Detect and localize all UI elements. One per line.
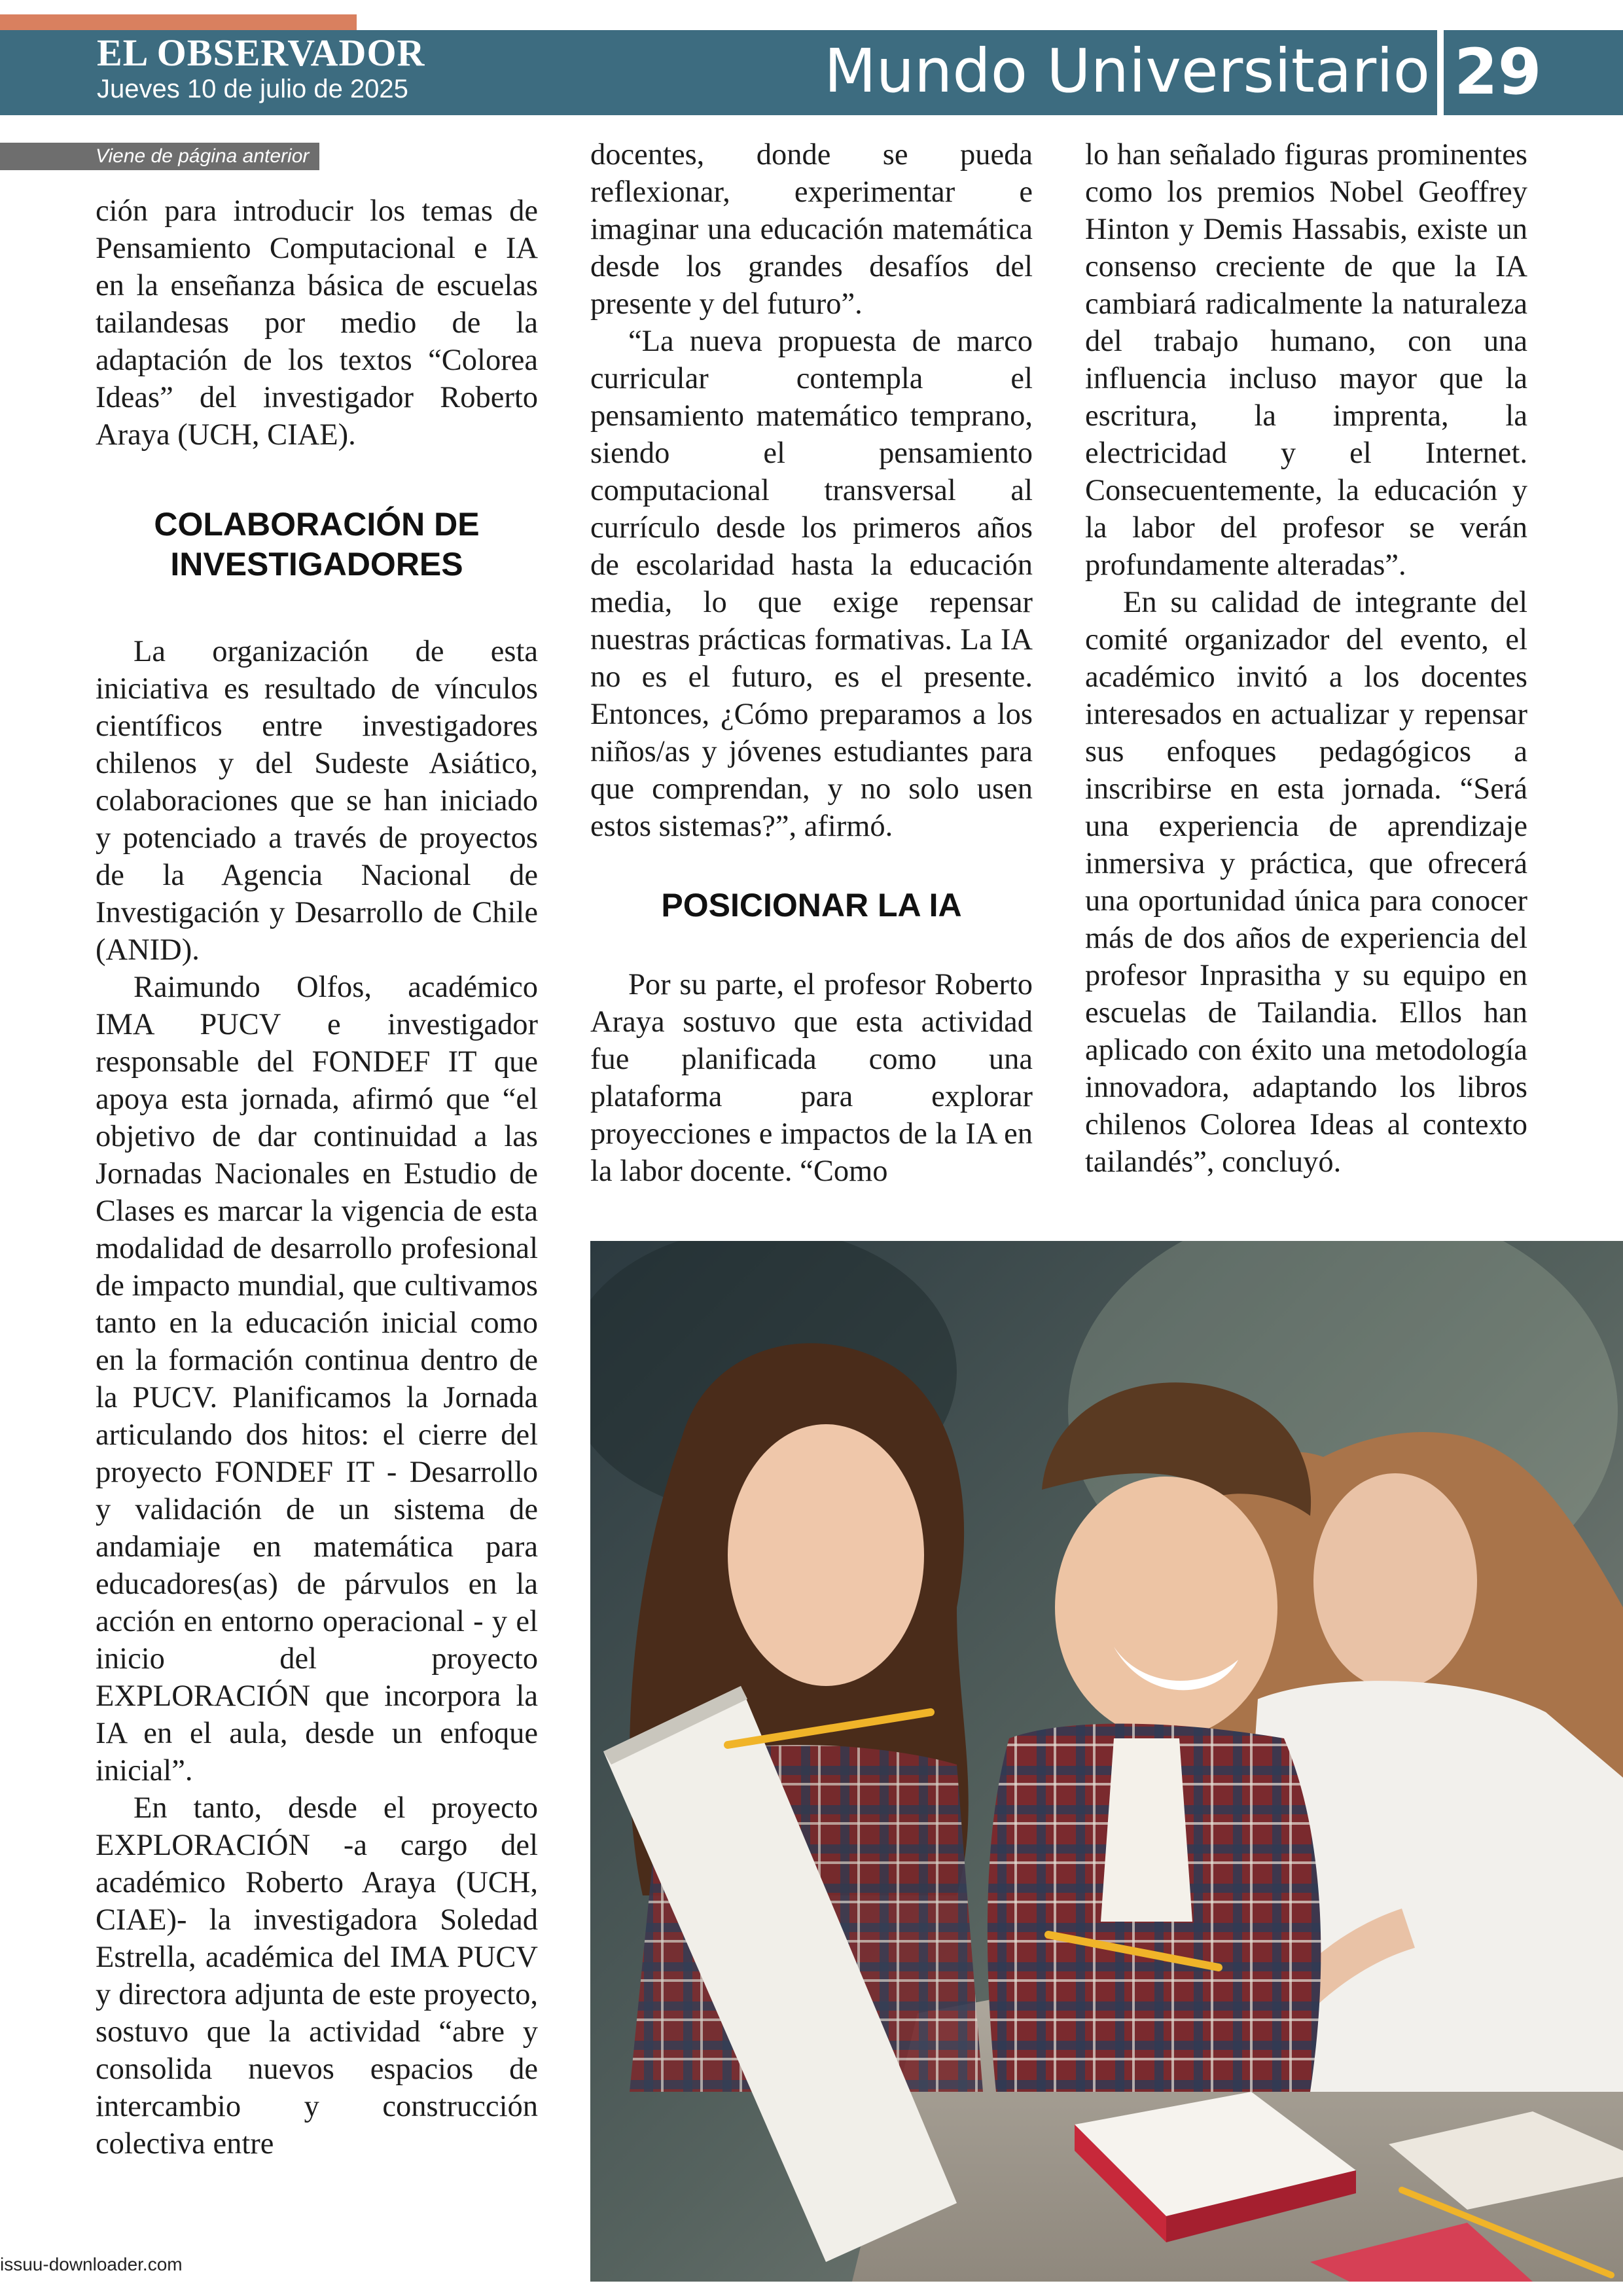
article-paragraph: Por su parte, el profesor Roberto Araya sostuvo que esta actividad fue planificada como una plataforma para explorar proyecciones e impactos de la IA en la labor docente. “Como (590, 968, 1033, 1188)
article-column-2 (590, 136, 1033, 1190)
subheading-colaboracion: COLABORACIÓN DE INVESTIGADORES (154, 506, 480, 583)
subheading-posicionar: POSICIONAR LA IA (661, 887, 962, 924)
continued-label: Viene de página anterior (0, 143, 319, 170)
article-paragraph: En su calidad de integrante del comité organizador del evento, el académico invitó a los docentes interesados en actualizar y repensar sus enfoques pedagógicos a inscribirse en esta jornada. “Será una experiencia de aprendizaje inmersiva y práctica, que ofrecerá una oportunidad única para conocer más de dos años de experiencia del profesor Inprasitha y su equipo en escuelas de Tailandia. Ellos han aplicado con éxito una metodología innovadora, adaptando los libros chilenos Colorea Ideas al contexto tailandés”, concluyó. (1085, 586, 1527, 1179)
issue-date: Jueves 10 de julio de 2025 (97, 75, 408, 103)
article-paragraph: Raimundo Olfos, académico IMA PUCV e investigador responsable del FONDEF IT que apoya esta jornada, afirmó que “el objetivo de dar continuidad a las Jornadas Nacionales en Estudio de Clases es marcar la vigencia de esta modalidad de desarrollo profesional de impacto mundial, que cultivamos tanto en la educación inicial como en la formación continua dentro de la PUCV. Planificamos la Jornada articulando dos hitos: el cierre del proyecto FONDEF IT - Desarrollo y validación de un sistema de andamiaje en matemática para educadores(as) de párvulos en la acción en entorno operacional - y el inicio del proyecto EXPLORACIÓN que incorpora la IA en el aula, desde un enfoque inicial”. (96, 971, 538, 1787)
article-paragraph: La organización de esta iniciativa es resultado de vínculos científicos entre investigadores chilenos y del Sudeste Asiático, colaboraciones que se han iniciado y potenciado a través de proyectos de la Agencia Nacional de Investigación y Desarrollo de Chile (ANID). (96, 635, 538, 967)
article-paragraph: “La nueva propuesta de marco curricular contempla el pensamiento matemático temprano, siendo el pensamiento computacional transversal al currículo desde los primeros años de escolaridad hasta la educación media, lo que exige repensar nuestras prácticas formativas. La IA no es el futuro, es el presente. Entonces, ¿Cómo preparamos a los niños/as y jóvenes estudiantes para que comprendan, y no solo usen estos sistemas?”, afirmó. (590, 325, 1033, 843)
page-number: 29 (1454, 35, 1542, 109)
article-column-3 (1085, 136, 1527, 1181)
article-paragraph: ción para introducir los temas de Pensamiento Computacional e IA en la enseñanza básica de escuelas tailandesas por medio de la adaptación de los textos “Colorea Ideas” del investigador Roberto Araya (UCH, CIAE). (96, 194, 538, 452)
students-photo (590, 1241, 1623, 2282)
page-number-divider (1437, 30, 1444, 115)
section-title: Mundo Universitario (824, 36, 1430, 106)
masthead: EL OBSERVADOR (97, 31, 425, 74)
article-column-1 (96, 192, 538, 2162)
article-paragraph: En tanto, desde el proyecto EXPLORACIÓN -a cargo del académico Roberto Araya (UCH, CIAE)- la investigadora Soledad Estrella, académica del IMA PUCV y directora adjunta de este proyecto, sostuvo que la actividad “abre y consolida nuevos espacios de intercambio y construcción colectiva entre (96, 1791, 538, 2161)
header-accent-stripe (0, 14, 357, 30)
article-paragraph: docentes, donde se pueda reflexionar, experimentar e imaginar una educación matemática desde los grandes desafíos del presente y del futuro”. (590, 138, 1033, 321)
source-watermark: issuu-downloader.com (0, 2254, 183, 2274)
article-paragraph: lo han señalado figuras prominentes como los premios Nobel Geoffrey Hinton y Demis Hassabis, existe un consenso creciente de que la IA cambiará radicalmente la naturaleza del trabajo humano, con una influencia incluso mayor que la escritura, la imprenta, la electricidad y el Internet. Consecuentemente, la educación y la labor del profesor se verán profundamente alteradas”. (1085, 138, 1527, 582)
